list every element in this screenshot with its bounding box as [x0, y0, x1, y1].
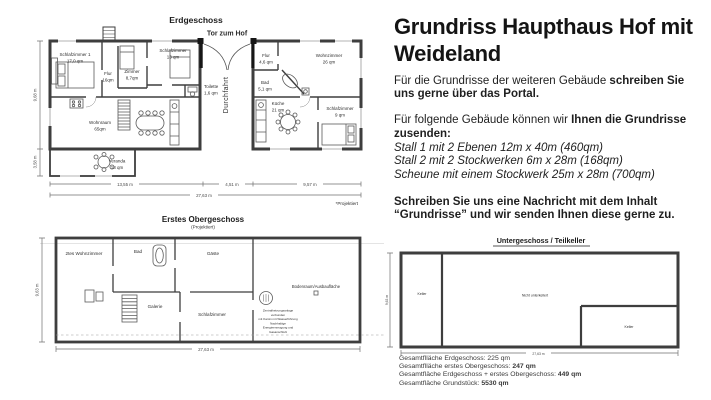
dim-left: 9,63 m [385, 294, 389, 306]
room-label: Keller [417, 292, 427, 296]
summary-line [399, 380, 659, 388]
summary-label: Gesamtflläche erstes Obergeschoss: [399, 363, 513, 371]
erdgeschoss-plan [0, 0, 390, 212]
summary-line [399, 355, 659, 363]
summary-value: 449 qm [557, 371, 582, 379]
buildings-intro [394, 114, 700, 140]
erdgeschoss-furniture [52, 46, 357, 172]
portal-text-bold: schreiben Sie uns gerne über das Portal. [394, 75, 685, 101]
room-label: Bad [260, 80, 270, 85]
room-area: 16qm [102, 77, 114, 83]
summary-label: Gesamtfläche Grundstück: [399, 379, 482, 387]
summary-value: 225 qm [487, 355, 511, 362]
room-label: Gäste [206, 251, 220, 256]
heating-note-line: Gasanschluß [269, 330, 287, 334]
erdgeschoss-room-labels [59, 48, 354, 170]
passage-label: Durchfahrt [223, 76, 230, 114]
room-label: Schlafzimmer [326, 106, 354, 111]
portal-paragraph [394, 75, 700, 101]
room-label: Keller [624, 325, 634, 329]
room-area: 8,7qm [125, 75, 139, 81]
building-item: Stall 1 mit 2 Ebenen 12m x 40m (460qm) [394, 141, 604, 154]
windows [50, 41, 361, 176]
heating-note-line: Energieerzeugung und [262, 325, 294, 330]
erdgeschoss-walls [50, 41, 361, 176]
summary-line [399, 371, 659, 379]
room-area: 26 qm [322, 59, 336, 65]
room-label: Wohnraum [89, 120, 111, 125]
gate-label: Tor zum Hof [206, 30, 248, 38]
portal-text: Für die Grundrisse der weiteren Gebäude [394, 75, 610, 87]
area-summary [399, 355, 659, 388]
obergeschoss-subtitle: (Projektiert) [191, 224, 215, 230]
erdgeschoss-dimensions [33, 41, 362, 206]
erdgeschoss-title: Erdgeschoss [169, 15, 223, 25]
info-panel [394, 14, 700, 222]
untergeschoss-plan [385, 232, 695, 360]
building-item: Stall 2 mit 2 Stockwerken 6m x 28m (168qm) [394, 155, 623, 168]
buildings-intro-bold: Ihnen die Grundrisse zusenden: [394, 114, 687, 140]
dim-total: 27,63 m [196, 193, 212, 198]
room-label: Flur [104, 71, 112, 76]
room-area: 17,0 qm [66, 58, 84, 64]
page-title: Grundriss Haupthaus Hof mit Weideland [394, 14, 693, 66]
summary-value: 247 qm [512, 363, 536, 371]
untergeschoss-title: Untergeschoss / Teilkeller [496, 236, 586, 245]
room-label: Veranda [108, 158, 126, 164]
room-label: Schlafzimmer [159, 48, 187, 53]
room-area: 9 qm [334, 112, 346, 118]
untergeschoss-room-labels [418, 292, 635, 329]
summary-label: Gesamtflläche Erdgeschoss: [399, 355, 488, 362]
room-label: Flur [262, 53, 270, 58]
dim-seg3: 9,57 m [303, 182, 317, 187]
dim-left: 9,63 m [34, 283, 40, 297]
room-label: Toilette [204, 84, 219, 89]
room-label: Bodenraum/Ausbaufläche [291, 284, 341, 289]
room-label: Schlafzimmer 1 [59, 52, 91, 57]
room-label: 2tes Wohnzimmer [65, 251, 103, 256]
room-label: Zimmer [124, 69, 140, 74]
building-item: Scheune mit einem Stockwerk 25m x 28m (700qm) [394, 168, 655, 181]
buildings-intro-text: Für folgende Gebäude können wir [394, 114, 572, 127]
summary-value: 5530 qm [481, 379, 509, 387]
room-area: 5,1 qm [258, 86, 272, 92]
obergeschoss-room-labels [66, 249, 341, 317]
buildings-list [394, 142, 700, 182]
summary-label: Gesamtfläche Erdgeschoss + erstes Obergeschoss: [399, 371, 558, 379]
room-area: 21 qm [271, 107, 285, 113]
obergeschoss-plan [0, 212, 390, 360]
room-area: 65qm [94, 126, 106, 132]
room-area: 13 qm [166, 54, 180, 60]
untergeschoss-dimensions [385, 253, 678, 356]
obergeschoss-title: Erstes Obergeschoss [161, 215, 245, 224]
summary-line [399, 363, 659, 371]
dim-left-upper: 9,68 m [32, 88, 38, 102]
dim-seg1: 13,55 m [117, 182, 133, 187]
room-label: Bad [133, 249, 143, 254]
heating-note-line: verbunden [270, 312, 286, 317]
room-area: 18 qm [110, 165, 124, 170]
chimney-icon [103, 27, 115, 41]
room-label: Nicht unterkellert [521, 293, 549, 298]
room-label: Galerie [147, 304, 163, 309]
room-label: Wohnzimmer [315, 53, 343, 58]
projektiert-note: *Projektiert [335, 201, 358, 206]
dim-total: 27,63 m [198, 347, 214, 352]
heating-note-line: mit Kamin mit Wasserführung [258, 317, 298, 322]
dim-left-lower: 3,58 m [32, 155, 38, 169]
heating-note [258, 309, 298, 335]
message-paragraph: Schreiben Sie uns eine Nachricht mit dem Inhalt “Grundrisse” und wir senden Ihnen diese gerne zu. [394, 196, 675, 222]
heating-note-line: Nachhaltige [270, 321, 286, 326]
gate-icon [198, 38, 257, 70]
room-label: Schlafzimmer [198, 312, 226, 317]
room-area: 4,6 qm [259, 59, 273, 65]
untergeschoss-walls [401, 253, 678, 347]
room-label: Küche [271, 101, 285, 106]
heating-note-line: Zentralheizungsanlage [262, 308, 294, 313]
dim-seg2: 4,51 m [225, 182, 239, 187]
room-area: 1,6 qm [204, 90, 218, 96]
dim-total: 27,63 m [532, 351, 545, 356]
